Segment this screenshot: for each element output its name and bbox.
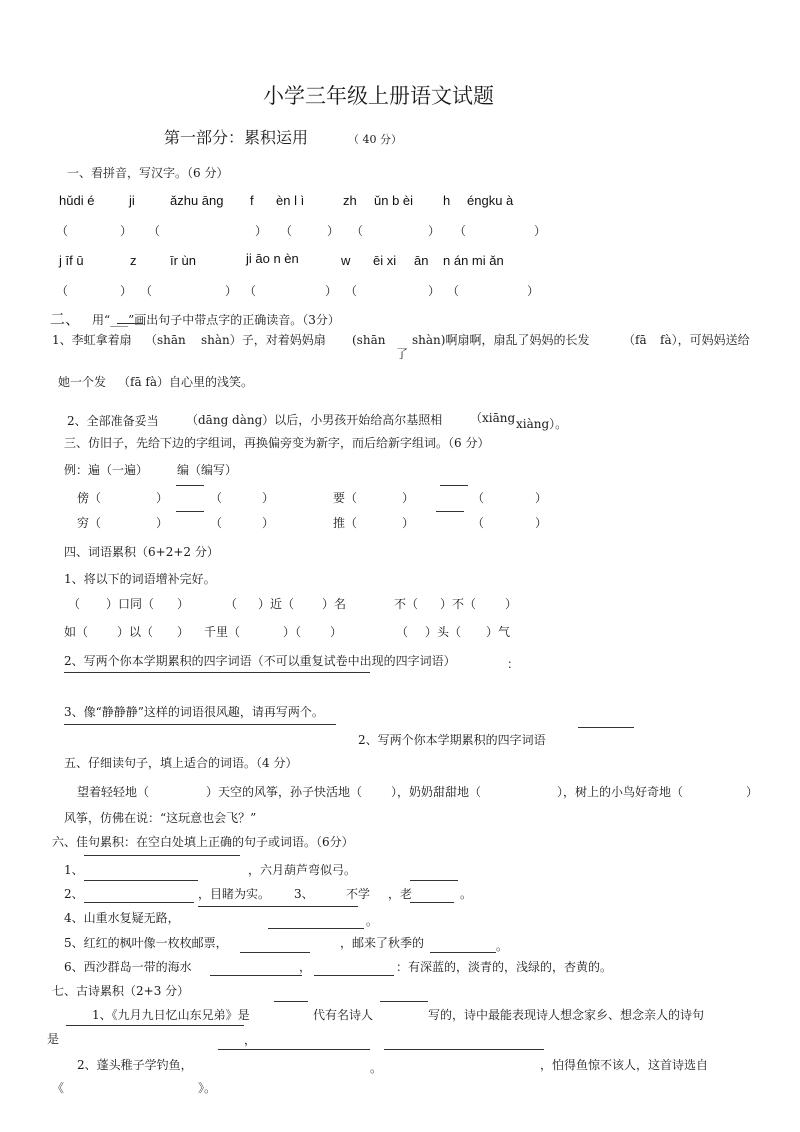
paren-4c: ） bbox=[428, 224, 441, 238]
q4-r1-8: ） bbox=[505, 597, 518, 611]
q6-blank-10 bbox=[314, 975, 394, 976]
q4-r2-7: ）头（ bbox=[425, 625, 462, 639]
q6-l5b: ， bbox=[299, 960, 312, 974]
q3-example2: 编（编写） bbox=[177, 463, 238, 477]
q4-r1-6: 不（ bbox=[394, 597, 419, 611]
pinyin-16: ān bbox=[414, 253, 429, 268]
q6-l1a: 1、 bbox=[64, 863, 84, 877]
paren-5c: ） bbox=[534, 224, 547, 238]
q1-heading: 一、看拼音，写汉字。（6 分） bbox=[67, 166, 229, 180]
q4-r1-1: ）口同（ bbox=[106, 597, 155, 611]
paren-10: （ bbox=[447, 284, 460, 298]
pinyin-3: ǎzhu āng bbox=[170, 193, 224, 208]
q3-line-3 bbox=[176, 511, 204, 512]
paren-1c: ） bbox=[120, 224, 133, 238]
q3-close-1: ） bbox=[156, 491, 169, 505]
q3-open-4: （ bbox=[472, 491, 485, 505]
q4-r1-0: （ bbox=[68, 597, 81, 611]
q6-blank-7 bbox=[240, 952, 310, 953]
pinyin-13: ji āo n èn bbox=[246, 251, 299, 266]
q3-char-3: 穷（ bbox=[77, 516, 102, 530]
pinyin-6: zh bbox=[343, 193, 357, 208]
q6-l2d: 不学 bbox=[346, 887, 371, 901]
q5-l1c: ），奶奶甜甜地（ bbox=[391, 785, 482, 799]
q5-l1b: ）天空的风筝，孙子快活地（ bbox=[206, 785, 363, 799]
q3-open-6: （ bbox=[210, 516, 223, 530]
q7-underline-title bbox=[66, 1025, 244, 1026]
q2-s1a: 1、李虹拿着扇 bbox=[52, 333, 132, 347]
paren-3: （ bbox=[280, 224, 293, 238]
q6-l5c: ：有深蓝的，淡青的，浅绿的，杏黄的。 bbox=[396, 960, 613, 974]
q2-s2a: 2、全部准备妥当 bbox=[67, 414, 159, 428]
q6-l2f: 。 bbox=[460, 887, 473, 901]
q6-blank-3 bbox=[84, 902, 194, 903]
paren-8c: ） bbox=[325, 284, 338, 298]
q2-s1j: （fā fà）自心里的浅笑。 bbox=[118, 375, 254, 389]
pinyin-7: ǔn b èi bbox=[374, 193, 414, 208]
q2-s2c: （xiāng bbox=[470, 411, 516, 425]
q4-sub3: 3、像“静静静”这样的词语很风趣，请再写两个。 bbox=[64, 705, 324, 719]
paren-8: （ bbox=[244, 284, 257, 298]
q2-number: 二、 bbox=[50, 310, 81, 328]
q3-line-1 bbox=[176, 485, 204, 486]
q4-sub2: 2、写两个你本学期累积的四字词语（不可以重复试卷中出现的四字词语） bbox=[64, 654, 456, 668]
q6-l1b: ，六月葫芦弯似弓。 bbox=[248, 863, 357, 877]
q2-s2b: （dāng dàng）以后，小男孩开始给高尔基照相 bbox=[186, 413, 443, 427]
paren-9: （ bbox=[345, 284, 358, 298]
q4-colon: ： bbox=[507, 657, 520, 671]
part-heading: 第一部分：累积运用 bbox=[164, 128, 309, 147]
q3-open-8: （ bbox=[472, 516, 485, 530]
q4-r1-4: ）近（ bbox=[258, 597, 295, 611]
q3-close-4: ） bbox=[535, 491, 548, 505]
q3-close-6: ） bbox=[262, 516, 275, 530]
pinyin-8: h bbox=[443, 193, 451, 208]
q2-heading: 用“___”画出句子中带点字的正确读音。（3分） bbox=[92, 313, 340, 327]
q4-r2-5: ） bbox=[330, 625, 343, 639]
q7-blank-1 bbox=[274, 1001, 308, 1002]
q4-sub2b: 2、写两个你本学期累积的四字词语 bbox=[358, 733, 546, 747]
paren-4: （ bbox=[351, 224, 364, 238]
pinyin-9: éngku à bbox=[467, 193, 514, 208]
q7-l2d: 《 bbox=[52, 1081, 65, 1095]
q5-l1a: 望着轻轻地（ bbox=[77, 785, 150, 799]
q3-char-1: 傍（ bbox=[77, 491, 102, 505]
q7-heading: 七、古诗累积（2+3 分） bbox=[52, 984, 190, 998]
q7-l1c: 写的，诗中最能表现诗人想念家乡、想念亲人的诗句 bbox=[428, 1008, 705, 1022]
q4-r2-8: ）气 bbox=[486, 625, 511, 639]
pinyin-5: èn l ì bbox=[276, 193, 305, 208]
q4-r1-7: ）不（ bbox=[440, 597, 477, 611]
q3-close-2: ） bbox=[262, 491, 275, 505]
q6-l2c: 3、 bbox=[294, 887, 314, 901]
pinyin-15: ēi xi bbox=[373, 253, 397, 268]
q3-close-7: ） bbox=[402, 516, 415, 530]
q2-s1b: （shān bbox=[145, 333, 186, 347]
q2-s1g: fà），可妈妈送给 bbox=[660, 333, 750, 347]
q7-l2e: 》。 bbox=[198, 1081, 217, 1095]
q6-blank-4 bbox=[198, 906, 358, 907]
q4-underline-sub3 bbox=[64, 724, 336, 725]
q5-l1e: ） bbox=[746, 785, 759, 799]
q4-answer-line bbox=[578, 727, 634, 728]
q4-r2-4: ）（ bbox=[283, 625, 302, 639]
q4-heading: 四、词语累积（6+2+2 分） bbox=[64, 545, 219, 559]
q7-l1d: 是 bbox=[47, 1032, 60, 1046]
q7-blank-3 bbox=[218, 1049, 370, 1050]
q6-blank-9 bbox=[210, 975, 302, 976]
q7-l2c: ，怕得鱼惊不该人，这首诗选自 bbox=[540, 1058, 709, 1072]
q3-close-3: ） bbox=[402, 491, 415, 505]
q7-blank-2 bbox=[380, 1001, 428, 1002]
q5-l2: 风筝，仿佛在说：“这玩意也会飞？” bbox=[64, 811, 257, 825]
pinyin-2: ji bbox=[129, 193, 135, 208]
q3-example: 例：遍（一遍） bbox=[64, 463, 149, 477]
q3-line-2 bbox=[440, 485, 468, 486]
q6-blank-2 bbox=[410, 880, 458, 881]
q2-s1c: shàn）子，对着妈妈扇 bbox=[201, 333, 326, 347]
q5-heading: 五、仔细读句子，填上适合的词语。（4 分） bbox=[64, 756, 298, 770]
q6-l5a: 6、西沙群岛一带的海水 bbox=[64, 960, 192, 974]
paren-6: （ bbox=[56, 284, 69, 298]
pinyin-12: īr ùn bbox=[170, 253, 197, 268]
q4-sub1: 1、将以下的词语增补完好。 bbox=[64, 572, 216, 586]
pinyin-10: j īf ū bbox=[59, 253, 84, 268]
q4-r2-6: （ bbox=[396, 625, 409, 639]
q6-blank-8 bbox=[430, 952, 496, 953]
q4-r1-2: ） bbox=[177, 597, 190, 611]
q4-r1-5: ）名 bbox=[322, 597, 347, 611]
q6-blank-6 bbox=[268, 928, 364, 929]
q6-l2b: ，目睹为实。 bbox=[198, 887, 271, 901]
q7-l1b: 代有名诗人 bbox=[313, 1008, 374, 1022]
paren-1: （ bbox=[56, 224, 69, 238]
paren-7c: ） bbox=[225, 284, 238, 298]
q7-l2a: 2、蓬头稚子学钓鱼， bbox=[77, 1058, 193, 1072]
q3-close-8: ） bbox=[535, 516, 548, 530]
paren-7: （ bbox=[140, 284, 153, 298]
q5-l1d: ），树上的小鸟好奇地（ bbox=[557, 785, 684, 799]
q3-close-5: ） bbox=[156, 516, 169, 530]
q6-l4b: ，邮来了秋季的 bbox=[340, 936, 425, 950]
q6-blank-5 bbox=[410, 902, 454, 903]
paren-6c: ） bbox=[120, 284, 133, 298]
q7-blank-4 bbox=[384, 1049, 544, 1050]
q4-r2-1: ）以（ bbox=[117, 625, 154, 639]
q4-r1-3: （ bbox=[225, 597, 238, 611]
pinyin-11: z bbox=[130, 253, 137, 268]
pinyin-17: n án mi ǎn bbox=[443, 253, 504, 268]
q2-s1i: 她一个发 bbox=[58, 375, 107, 389]
q6-l3b: 。 bbox=[366, 914, 379, 928]
q6-l4a: 5、红红的枫叶像一枚枚邮票， bbox=[64, 936, 228, 950]
q4-r2-2: ） bbox=[177, 625, 190, 639]
paren-9c: ） bbox=[428, 284, 441, 298]
q6-l4c: 。 bbox=[496, 939, 509, 953]
q3-line-4 bbox=[436, 511, 464, 512]
q6-l3a: 4、山重水复疑无路， bbox=[64, 911, 180, 925]
q6-l2e: ，老 bbox=[388, 887, 413, 901]
paren-10c: ） bbox=[527, 284, 540, 298]
q3-open-2: （ bbox=[210, 491, 223, 505]
q2-s1d: (shān bbox=[352, 333, 386, 347]
q6-blank-1 bbox=[84, 880, 198, 881]
part-score: （ 40 分） bbox=[348, 133, 402, 146]
pinyin-4: f bbox=[250, 193, 254, 208]
q4-underline-sub2 bbox=[64, 672, 370, 673]
q3-heading: 三、仿旧子，先给下边的字组词，再换偏旁变为新字，而后给新字组词。（6 分） bbox=[64, 436, 490, 450]
q4-r2-3: 千里（ bbox=[204, 625, 241, 639]
page-title: 小学三年级上册语文试题 bbox=[263, 84, 494, 108]
q6-l2a: 2、 bbox=[64, 887, 84, 901]
q6-line-heading bbox=[84, 855, 240, 856]
q2-underline-sample bbox=[117, 323, 143, 324]
pinyin-1: hǔdi é bbox=[59, 193, 95, 208]
paren-2: （ bbox=[148, 224, 161, 238]
q2-s2d: xiàng）。 bbox=[516, 417, 568, 431]
q6-heading: 六、佳句累积：在空白处填上正确的句子或词语。（6分） bbox=[52, 835, 354, 849]
paren-3c: ） bbox=[327, 224, 340, 238]
q3-char-2: 要（ bbox=[333, 491, 358, 505]
q4-r2-0: 如（ bbox=[64, 625, 89, 639]
q7-l1e: ， bbox=[244, 1033, 257, 1047]
q2-s1h: 了 bbox=[396, 347, 409, 361]
q7-l1a: 1、《九月九日忆山东兄弟》是 bbox=[92, 1008, 250, 1022]
paren-5: （ bbox=[454, 224, 467, 238]
q2-s1e: shàn)啊扇啊，扇乱了妈妈的长发 bbox=[412, 333, 590, 347]
pinyin-14: w bbox=[341, 253, 351, 268]
q2-s1f: （fā bbox=[623, 333, 647, 347]
q7-l2b: 。 bbox=[370, 1061, 383, 1075]
paren-2c: ） bbox=[255, 224, 268, 238]
q3-char-4: 推（ bbox=[333, 516, 358, 530]
